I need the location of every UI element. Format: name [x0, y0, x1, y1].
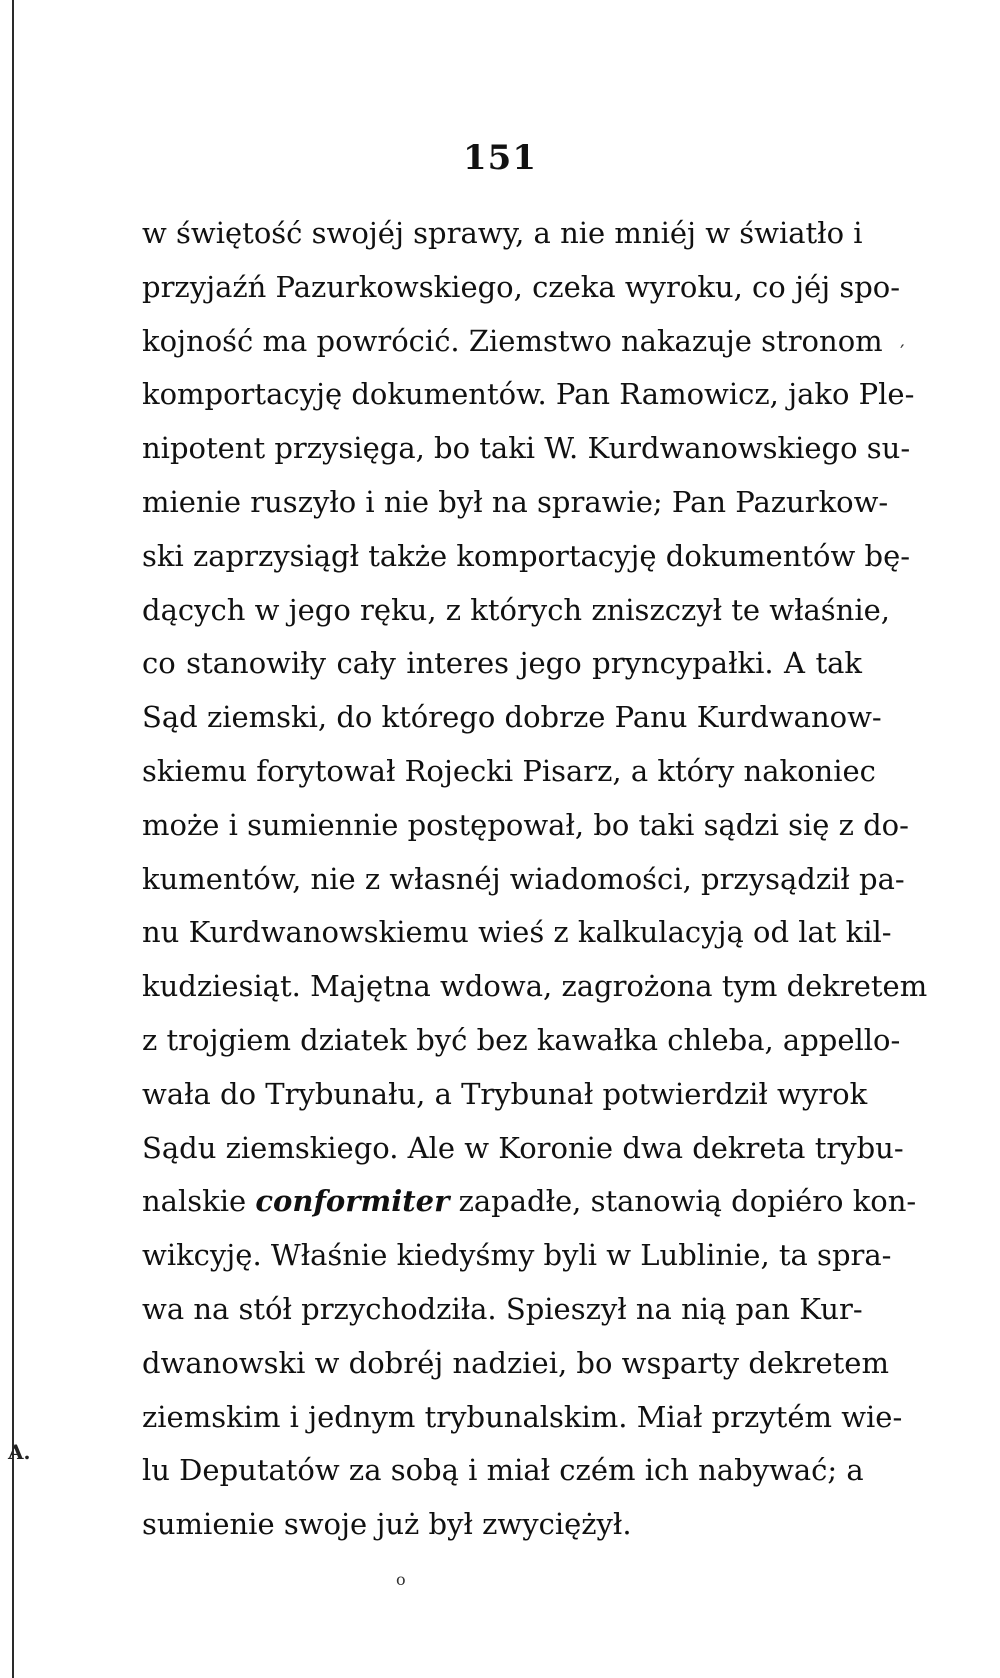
text-line: kumentów, nie z własnéj wiadomości, przysądził pa- — [142, 861, 905, 896]
text-line: dących w jego ręku, z których zniszczył te właśnie, — [142, 592, 891, 627]
text-line: wała do Trybunału, a Trybunał potwierdził wyrok — [142, 1076, 868, 1111]
foot-mark: o — [396, 1570, 406, 1589]
text-line: co stanowiły cały interes jego pryncypałki. A tak — [142, 646, 862, 681]
text-line: ski zaprzysiągł także komportacyję dokumentów bę- — [142, 538, 911, 573]
text-line: ziemskim i jednym trybunalskim. Miał przytém wie- — [142, 1399, 903, 1434]
text-line: Sądu ziemskiego. Ale w Koronie dwa dekreta trybu- — [142, 1130, 904, 1165]
text-line: wa na stół przychodziła. Spieszył na nią pan Kur- — [142, 1291, 863, 1326]
page-number: 151 — [463, 138, 537, 178]
margin-mark: ′ — [900, 340, 905, 364]
text-line: przyjaźń Pazurkowskiego, czeka wyroku, co jéj spo- — [142, 269, 901, 304]
side-margin-mark: A. — [8, 1440, 31, 1464]
text-line: Sąd ziemski, do którego dobrze Panu Kurdwanow- — [142, 700, 882, 735]
text-line: z trojgiem dziatek być bez kawałka chleba, appello- — [142, 1022, 901, 1057]
text-line: może i sumiennie postępował, bo taki sądzi się z do- — [142, 807, 909, 842]
text-line: wikcyję. Właśnie kiedyśmy byli w Lublinie, ta spra- — [142, 1238, 892, 1273]
italic-phrase: conformiter — [255, 1184, 450, 1219]
text-line: lu Deputatów za sobą i miał czém ich nabywać; a — [142, 1453, 864, 1488]
text-line: skiemu forytował Rojecki Pisarz, a który nakoniec — [142, 753, 876, 788]
text-line-with-italic: nalskie conformiter zapadłe, stanowią dopiéro kon- — [142, 1184, 917, 1219]
text-line: nu Kurdwanowskiemu wieś z kalkulacyją od lat kil- — [142, 915, 892, 950]
text-line: dwanowski w dobréj nadziei, bo wsparty dekretem — [142, 1345, 889, 1380]
text-line: mienie ruszyło i nie był na sprawie; Pan Pazurkow- — [142, 484, 889, 519]
text-line: w świętość swojéj sprawy, a nie mniéj w światło i — [142, 216, 863, 250]
text-line: kojność ma powrócić. Ziemstwo nakazuje stronom — [142, 323, 883, 358]
text-line-last: sumienie swoje już był zwyciężył. — [142, 1507, 632, 1542]
text-line: nipotent przysięga, bo taki W. Kurdwanowskiego su- — [142, 431, 911, 466]
body-text — [142, 207, 928, 1552]
text-line: komportacyję dokumentów. Pan Ramowicz, jako Ple- — [142, 377, 915, 412]
page-edge-rule — [12, 0, 14, 1678]
text-line: kudziesiąt. Majętna wdowa, zagrożona tym dekretem — [142, 969, 928, 1004]
